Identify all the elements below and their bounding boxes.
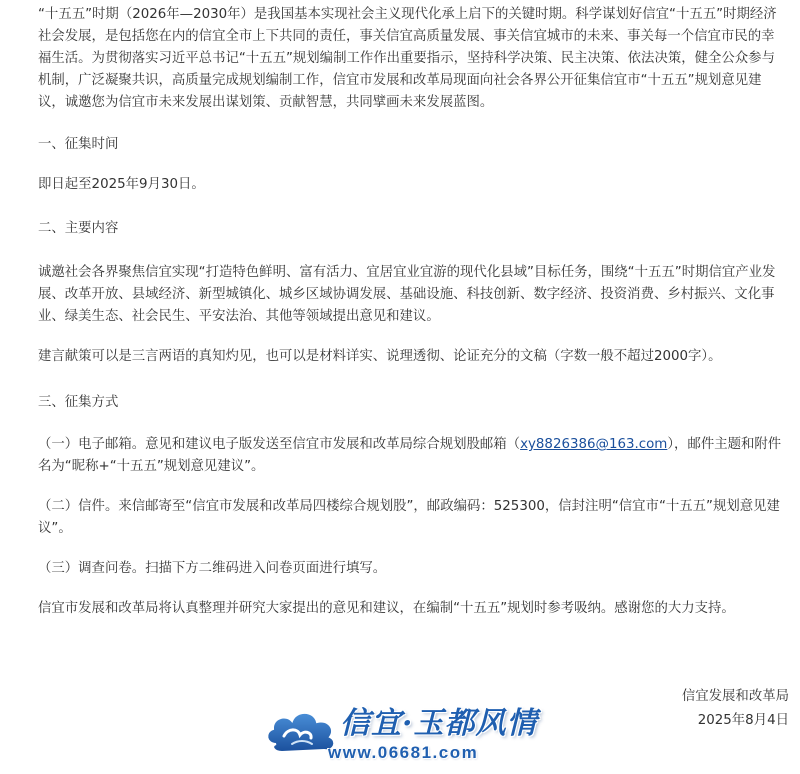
watermark-title: 信宜·玉都风情: [340, 706, 538, 741]
method-email-text-before: （一）电子邮箱。意见和建议电子版发送至信宜市发展和改革局综合规划股邮箱（: [38, 437, 521, 452]
site-watermark: [262, 702, 562, 768]
section-heading-content: 二、主要内容: [38, 221, 119, 236]
closing-paragraph: 信宜市发展和改革局将认真整理并研究大家提出的意见和建议，在编制“十五五”规划时参考吸纳。感谢您的大力支持。: [38, 601, 735, 616]
section-text-time: 即日起至2025年9月30日。: [38, 177, 205, 192]
intro-paragraph: “十五五”时期（2026年—2030年）是我国基本实现社会主义现代化承上启下的关键时期。科学谋划好信宜“十五五”时期经济社会发展，是包括您在内的信宜全市上下共同的责任，事关信宜高质量发展、事关信宜城市的未来、事关每一个信宜市民的幸福生活。为贯彻落实习近平总书记“十五五”规划编制工作作出重要指示，坚持科学决策、民主决策、依法决策，健全公众参与机制，广泛凝聚共识，高质量完成规划编制工作，信宜市发展和改革局现面向社会各界公开征集信宜市“十五五”规划意见建议，诚邀您为信宜市未来发展出谋划策、贡献智慧，共同擘画未来发展蓝图。: [38, 7, 777, 110]
signature-org: 信宜发展和改革局: [681, 689, 789, 704]
method-email-text-after: ），邮件主题和附件名为“昵称+“十五五”规划意见建议”。: [38, 437, 782, 474]
section-text-content-1: 诚邀社会各界聚焦信宜实现“打造特色鲜明、富有活力、宜居宜业宜游的现代化县域”目标任务，围绕“十五五”时期信宜产业发展、改革开放、县域经济、新型城镇化、城乡区域协调发展、基础设施、科技创新、数字经济、投资消费、乡村振兴、文化事业、绿美生态、社会民生、平安法治、其他等领域提出意见和建议。: [38, 265, 776, 324]
method-email-paragraph: [38, 434, 783, 478]
watermark-url: www.06681.com: [328, 743, 479, 762]
section-heading-time: 一、征集时间: [38, 137, 119, 152]
section-heading-method: 三、征集方式: [38, 395, 119, 410]
signature-date: 2025年8月4日: [697, 713, 789, 728]
section-text-content-2: 建言献策可以是三言两语的真知灼见，也可以是材料详实、说理透彻、论证充分的文稿（字数一般不超过2000字）。: [38, 349, 722, 364]
email-link[interactable]: xy8826386@163.com: [520, 437, 668, 452]
method-survey-paragraph: （三）调查问卷。扫描下方二维码进入问卷页面进行填写。: [38, 561, 387, 576]
method-letter-paragraph: （二）信件。来信邮寄至“信宜市发展和改革局四楼综合规划股”，邮政编码：525300，信封注明“信宜市“十五五”规划意见建议”。: [38, 499, 780, 536]
